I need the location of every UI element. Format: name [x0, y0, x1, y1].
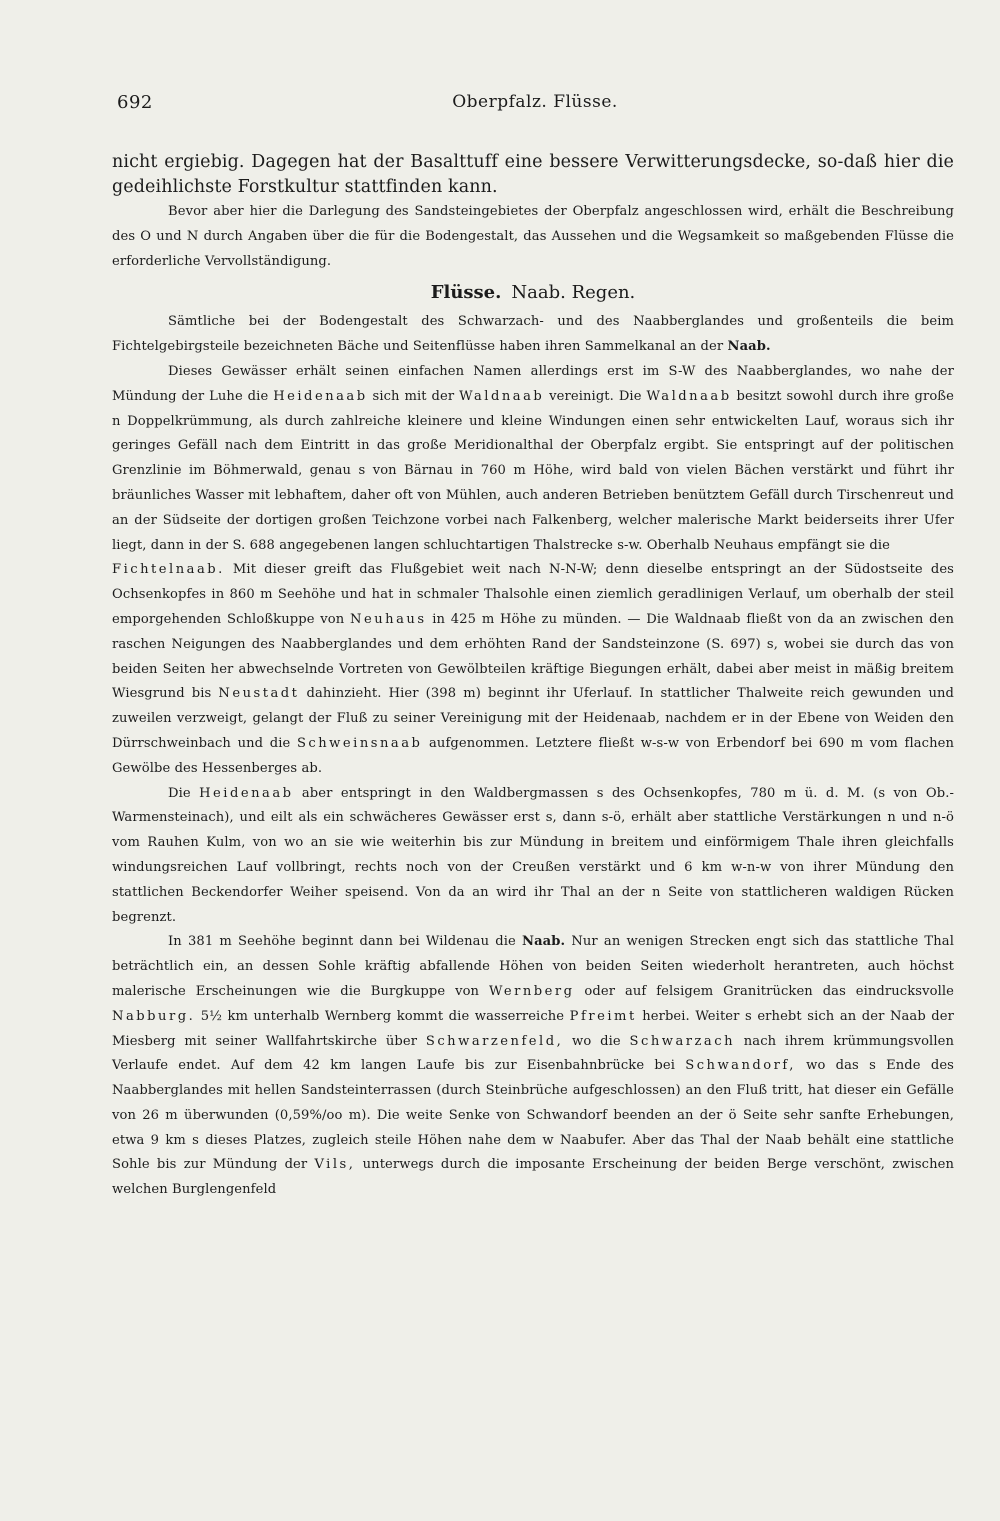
- paragraph-intro: Bevor aber hier die Darlegung des Sandsteingebietes der Oberpfalz angeschlossen wird, erhält die Beschreibung des O und N durch Angaben über die für die Bodengestalt, das Aussehen und die Wegsamkeit so maßgebenden Flüsse die erforderliche Vervollständigung.: [112, 204, 954, 269]
- paragraph-heidenaab: [112, 782, 954, 931]
- term-waldnaab: Waldnaab: [646, 388, 732, 404]
- paragraph-naab-overview: [112, 310, 954, 360]
- term-waldnaab: Waldnaab: [459, 388, 545, 404]
- paragraph-waldnaab: [112, 360, 954, 558]
- term-naab: Naab.: [522, 934, 566, 950]
- term-vils: Vils,: [314, 1157, 356, 1173]
- term-wernberg: Wernberg: [488, 983, 575, 999]
- running-head: Oberpfalz. Flüsse.: [452, 92, 618, 112]
- section-heading-bold: Flüsse.: [430, 282, 502, 304]
- section-heading-rest: Naab. Regen.: [511, 282, 636, 304]
- term-heidenaab: Heidenaab: [273, 388, 368, 404]
- term-naab: Naab.: [727, 339, 771, 355]
- text-run: Mit dieser greift das Flußgebiet weit nach N-N-W; denn dieselbe entspringt an der Südostseite des Ochsenkopfes in 860 m Seehöhe und hat in schmaler Thalsohle einen ziemlich geradlinigen Verlauf, um oberhalb der steil emporgehenden Schloßkuppe von: [112, 562, 954, 627]
- text-run: wo die: [563, 1033, 630, 1049]
- paragraph-fichtelnaab: [112, 558, 954, 781]
- term-schwarzach: Schwarzach: [629, 1033, 735, 1049]
- text-run: sich mit der: [367, 388, 460, 404]
- section-heading: [112, 280, 954, 306]
- text-run: nach ihrem krümmungsvollen Verlaufe endet. Auf dem 42 km langen Laufe bis zur Eisenbahnbrücke bei: [112, 1033, 955, 1074]
- term-heidenaab: Heidenaab: [199, 785, 294, 801]
- text-run: Dieses Gewässer erhält seinen einfachen Namen allerdings erst im S-W des Naabberglandes, wo nahe der Mündung der Luhe die: [112, 363, 954, 404]
- text-run: Sämtliche bei der Bodengestalt des Schwarzach- und des Naabberglandes und großenteils die beim Fichtelgebirgsteile bezeichneten Bäche und Seitenflüsse haben ihren Sammelkanal an der: [112, 314, 954, 355]
- term-fichtelnaab: Fichtelnaab.: [112, 562, 225, 578]
- term-nabburg: Nabburg.: [112, 1008, 196, 1024]
- term-neuhaus: Neuhaus: [350, 611, 427, 627]
- text-run: in 425 m Höhe zu münden. — Die Waldnaab fließt von da an zwischen den raschen Neigungen des Naabberglandes und dem erhöhten Rand der Sandsteinzone (S. 697) s, wobei sie durch das von beiden Seiten her abwechselnde Vortreten von Gewölbteilen kräftige Biegungen erhält, dabei aber meist in mäßig breitem Wiesgrund bis: [112, 611, 954, 702]
- text-run: Die: [168, 785, 200, 801]
- text-run: aber entspringt in den Waldbergmassen s des Ochsenkopfes, 780 m ü. d. M. (s von Ob.-Warmensteinach), und eilt als ein schwächeres Gewässer erst s, dann s-ö, erhält aber stattliche Verstärkungen n und n-ö vom Rauhen Kulm, von wo an sie wie weiterhin bis zur Mündung in breitem und einförmigem Thale ihren gleichfalls windungsreichen Lauf vollbringt, rechts noch von der Creußen verstärkt und 6 km w-n-w von ihrer Mündung den stattlichen Beckendorfer Weiher speisend. Von da an wird ihr Thal an der n Seite von stattlicheren waldigen Rücken begrenzt.: [112, 785, 954, 925]
- text-run: wo das s Ende des Naabberglandes mit hellen Sandsteinterrassen (durch Steinbrüche aufgeschlossen) an den Fluß tritt, hat dieser ein Gefälle von 26 m überwunden (0,59%/oo m). Die weite Senke von Schwandorf beenden an der ö Seite sehr sanfte Erhebungen, etwa 9 km s dieses Platzes, zugleich steile Höhen nahe dem w Naabufer. Aber das Thal der Naab behält eine stattliche Sohle bis zur Mündung der: [112, 1058, 954, 1173]
- term-neustadt: Neustadt: [218, 686, 300, 702]
- text-run: 5½ km unterhalb Wernberg kommt die wasserreiche: [195, 1008, 570, 1024]
- term-schwarzenfeld: Schwarzenfeld,: [425, 1033, 564, 1049]
- text-run: dahinzieht. Hier (398 m) beginnt ihr Uferlauf. In stattlicher Thalweite reich gewunden und zuweilen verzweigt, gelangt der Fluß zu seiner Vereinigung mit der Heidenaab, nachdem er in der Ebene von Weiden den Dürrschweinbach und die: [112, 686, 954, 751]
- text-run: vereinigt. Die: [544, 388, 647, 404]
- text-run: oder auf felsigem Granitrücken das eindrucksvolle: [574, 983, 954, 999]
- term-pfreimt: Pfreimt: [569, 1008, 637, 1024]
- paragraph-carryover: nicht ergiebig. Dagegen hat der Basalttuff eine bessere Verwitterungsdecke, so-daß hier die gedeihlichste Forstkultur stattfinden kann.: [112, 152, 954, 197]
- term-schwandorf: Schwandorf,: [685, 1058, 796, 1074]
- text-run: herbei. Weiter s erhebt sich an der Naab der Miesberg mit seiner Wallfahrtskirche über: [112, 1008, 954, 1049]
- paragraph-naab-course: [112, 930, 954, 1203]
- page-number: 692: [117, 92, 153, 113]
- term-schweinsnaab: Schweinsnaab: [296, 735, 423, 751]
- page-body: [112, 150, 954, 1203]
- text-run: Nur an wenigen Strecken engt sich das stattliche Thal beträchtlich ein, an dessen Sohle kräftig abfallende Höhen von beiden Seiten wiederholt herantreten, auch höchst malerische Erscheinungen wie die Burgkuppe von: [112, 934, 954, 999]
- page-header: [117, 92, 953, 122]
- text-run: In 381 m Seehöhe beginnt dann bei Wildenau die: [168, 934, 523, 950]
- text-run: unterwegs durch die imposante Erscheinung der beiden Berge verschönt, zwischen welchen Burglengenfeld: [112, 1157, 954, 1198]
- text-run: aufgenommen. Letztere fließt w-s-w von Erbendorf bei 690 m vom flachen Gewölbe des Hessenberges ab.: [112, 735, 954, 776]
- text-run: besitzt sowohl durch ihre große n Doppelkrümmung, als durch zahlreiche kleinere und kleine Windungen einen sehr entwickelten Lauf, woraus sich ihr geringes Gefäll nach dem Eintritt in das große Meridionalthal der Oberpfalz ergibt. Sie entspringt auf der politischen Grenzlinie im Böhmerwald, genau s von Bärnau in 760 m Höhe, wird bald von vielen Bächen verstärkt und führt ihr bräunliches Wasser mit lebhaftem, daher oft von Mühlen, auch anderen Betrieben benütztem Gefäll durch Tirschenreut und an der Südseite der dortigen großen Teichzone vorbei nach Falkenberg, welcher malerische Markt beiderseits ihrer Ufer liegt, dann in der S. 688 angegebenen langen schluchtartigen Thalstrecke s-w. Oberhalb Neuhaus empfängt sie die: [112, 388, 955, 553]
